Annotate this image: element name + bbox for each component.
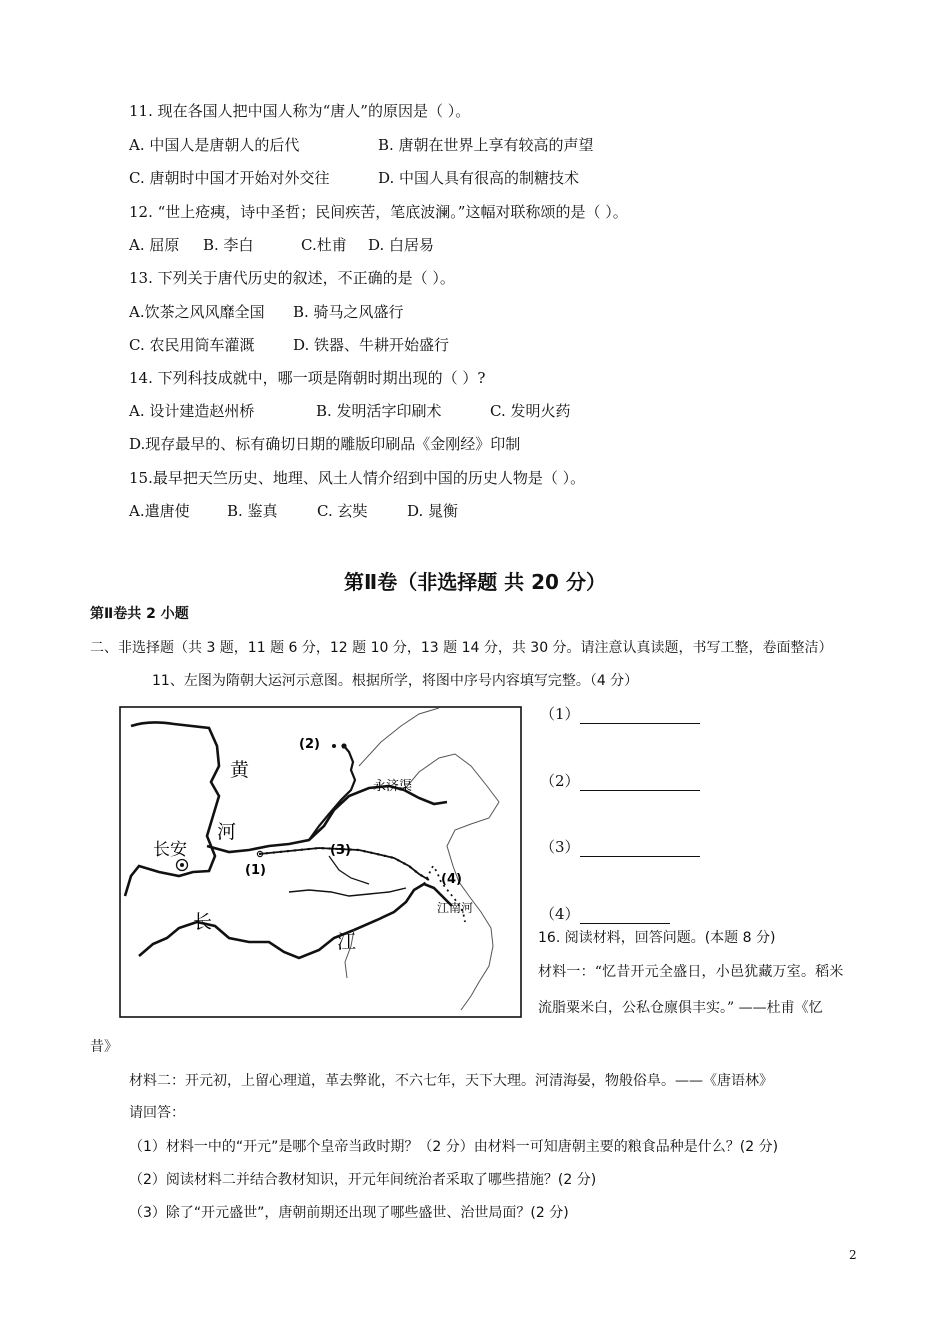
answer-line-2[interactable]	[580, 774, 700, 791]
answer-line-4[interactable]	[580, 907, 670, 924]
changan-dot	[180, 863, 184, 867]
answer-line-3[interactable]	[580, 840, 700, 857]
q16-ask: 请回答：	[129, 1105, 185, 1121]
yellow-river-main	[207, 786, 447, 852]
q14-options	[129, 401, 570, 421]
q15-stem: 15.最早把天竺历史、地理、风土人情介绍到中国的历史人物是（ ）。	[129, 469, 586, 487]
answer-blank-3[interactable]	[540, 837, 700, 857]
map-label-yongji: 永济渠	[373, 779, 413, 794]
answer-blank-2[interactable]	[540, 771, 700, 791]
canal-north-point	[332, 744, 336, 748]
q12-options	[129, 235, 434, 255]
q11-option-a: A. 中国人是唐朝人的后代	[129, 136, 300, 154]
yangtze-river	[139, 884, 452, 958]
q13-stem: 13. 下列关于唐代历史的叙述，不正确的是（ ）。	[129, 269, 455, 287]
q11-options	[129, 135, 594, 155]
q16-stem: 16. 阅读材料，回答问题。(本题 8 分)	[538, 930, 776, 946]
answer-blank-3-label: （3）	[540, 838, 580, 856]
q16-material1-line3: 昔》	[90, 1039, 118, 1055]
map-label-jiangnan: 江南河	[437, 901, 474, 915]
section-subtitle: 第Ⅱ卷共 2 小题	[90, 606, 189, 622]
q16-material1-line2: 流脂粟米白，公私仓廪俱丰实。” ——杜甫《忆	[538, 1000, 823, 1016]
answer-blank-1-label: （1）	[540, 705, 580, 723]
section-title: 第Ⅱ卷（非选择题 共 20 分）	[344, 570, 606, 594]
yellow-river-west	[125, 722, 219, 896]
q15-option-a: A.遣唐使	[129, 502, 190, 520]
answer-blank-1[interactable]	[540, 704, 700, 724]
map-label-4: (4)	[441, 872, 462, 887]
q12-option-d: D. 白居易	[368, 236, 435, 254]
q13-options	[129, 302, 404, 322]
answer-blank-4[interactable]	[540, 904, 670, 924]
q16-material2: 材料二：开元初，上留心理道，革去弊讹，不六七年，天下大理。河清海晏，物般俗阜。——《唐语林》	[129, 1073, 773, 1089]
q11-map-prompt: 11、左图为隋朝大运河示意图。根据所学，将图中序号内容填写完整。（4 分）	[152, 673, 639, 689]
q15-options	[129, 501, 458, 521]
q14-option-b: B. 发明活字印刷术	[316, 402, 442, 420]
q11-option-d: D. 中国人具有很高的制糖技术	[378, 169, 580, 187]
map-label-3: (3)	[330, 843, 351, 858]
q15-option-d: D. 晁衡	[407, 502, 459, 520]
q14-stem: 14. 下列科技成就中，哪一项是隋朝时期出现的（ ）?	[129, 369, 486, 387]
page-number: 2	[849, 1248, 857, 1262]
huai-river	[289, 888, 406, 896]
answer-line-1[interactable]	[580, 707, 700, 724]
yongji-canal	[309, 746, 355, 840]
q13-options-2	[129, 335, 449, 355]
q14-option-a: A. 设计建造赵州桥	[129, 402, 255, 420]
map-label-chang: 长	[193, 911, 213, 933]
section-instructions: 二、非选择题（共 3 题，11 题 6 分，12 题 10 分，13 题 14 分，共 30 分。请注意认真读题，书写工整，卷面整洁）	[90, 640, 833, 656]
map-label-1: (1)	[245, 863, 266, 878]
map-label-2: (2)	[299, 737, 320, 752]
q15-option-c: C. 玄奘	[317, 502, 368, 520]
q11-option-c: C. 唐朝时中国才开始对外交往	[129, 169, 330, 187]
tributary	[329, 856, 369, 884]
q12-option-a: A. 屈原	[129, 236, 180, 254]
q11-options-2	[129, 168, 579, 188]
q15-option-b: B. 鉴真	[227, 502, 278, 520]
q16-part1: （1）材料一中的“开元”是哪个皇帝当政时期？（2 分）由材料一可知唐朝主要的粮食品种是什么？(2 分)	[129, 1139, 779, 1155]
q14-option-d: D.现存最早的、标有确切日期的雕版印刷品《金刚经》印制	[129, 435, 521, 453]
q12-option-b: B. 李白	[203, 236, 254, 254]
answer-blank-2-label: （2）	[540, 772, 580, 790]
q13-option-c: C. 农民用筒车灌溉	[129, 336, 255, 354]
q16-part3: （3）除了“开元盛世”，唐朝前期还出现了哪些盛世、治世局面？(2 分)	[129, 1205, 569, 1221]
q13-option-d: D. 铁器、牛耕开始盛行	[293, 336, 450, 354]
q11-stem: 11. 现在各国人把中国人称为“唐人”的原因是（ ）。	[129, 102, 471, 120]
grand-canal-map	[119, 706, 522, 1018]
q16-part2: （2）阅读材料二并结合教材知识，开元年间统治者采取了哪些措施？(2 分)	[129, 1172, 597, 1188]
map-frame	[120, 707, 521, 1017]
canal-north-end	[341, 743, 346, 748]
map-label-changan: 长安	[153, 840, 187, 860]
q11-option-b: B. 唐朝在世界上享有较高的声望	[378, 136, 594, 154]
q13-option-a: A.饮茶之风风靡全国	[129, 303, 265, 321]
q16-material1-line1: 材料一：“忆昔开元全盛日，小邑犹藏万室。稻米	[538, 964, 844, 980]
coast-north	[359, 708, 439, 766]
map-label-jiang: 江	[337, 931, 357, 953]
map-label-he: 河	[217, 821, 237, 843]
q12-stem: 12. “世上疮痍，诗中圣哲；民间疾苦，笔底波澜。”这幅对联称颂的是（ ）。	[129, 203, 628, 221]
q12-option-c: C.杜甫	[301, 236, 347, 254]
q13-option-b: B. 骑马之风盛行	[293, 303, 404, 321]
map-label-huang: 黄	[230, 759, 250, 781]
answer-blank-4-label: （4）	[540, 905, 580, 923]
q14-option-c: C. 发明火药	[490, 402, 571, 420]
